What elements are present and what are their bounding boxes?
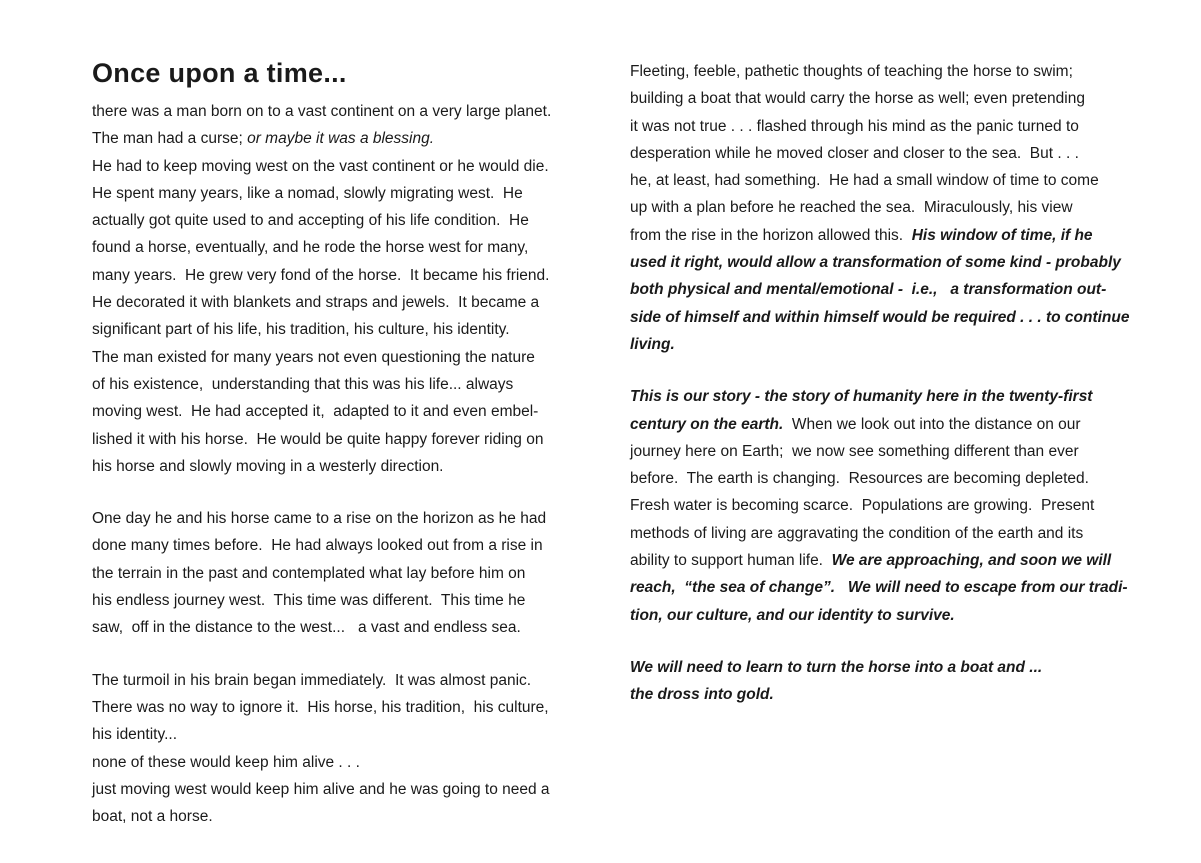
text-segment: tion, our culture, and our identity to survive. <box>630 606 955 624</box>
paragraph <box>630 383 1154 629</box>
text-line <box>630 85 1154 112</box>
text-line <box>92 398 598 425</box>
text-segment: journey here on Earth; we now see something different than ever <box>630 442 1079 460</box>
text-segment: His window of time, if he <box>911 226 1093 244</box>
text-segment: Fleeting, feeble, pathetic thoughts of teaching the horse to swim; <box>630 63 1073 80</box>
text-segment: both physical and mental/emotional - i.e., a transformation out- <box>630 281 1107 299</box>
text-segment: the dross into gold. <box>630 686 774 704</box>
text-segment: boat, not a horse. <box>92 808 213 826</box>
text-segment: The man had a curse; <box>92 130 248 148</box>
text-segment: The turmoil in his brain began immediately. It was almost panic. <box>92 671 532 689</box>
page-title: Once upon a time... <box>92 58 347 88</box>
text-line <box>92 532 598 559</box>
text-line <box>92 153 598 180</box>
text-line <box>92 344 598 371</box>
text-segment: living. <box>630 335 675 353</box>
text-line <box>630 222 1154 249</box>
text-line <box>92 371 598 398</box>
text-line <box>630 304 1154 331</box>
text-line <box>630 331 1154 358</box>
text-line <box>630 58 1154 85</box>
paragraph <box>630 58 1154 358</box>
text-line <box>92 262 598 289</box>
text-line <box>92 587 598 614</box>
text-segment: the terrain in the past and contemplated what lay before him on <box>92 564 526 582</box>
text-segment: used it right, would allow a transformation of some kind - probably <box>630 254 1121 272</box>
text-segment: century on the earth. <box>630 415 784 433</box>
text-segment: When we look out into the distance on our <box>783 415 1081 433</box>
text-line <box>630 249 1154 276</box>
text-segment: just moving west would keep him alive and he was going to need a <box>92 780 550 798</box>
paragraph <box>92 667 598 831</box>
text-line <box>630 492 1154 519</box>
text-line <box>92 560 598 587</box>
text-segment: from the rise in the horizon allowed this. <box>630 226 912 244</box>
left-column-text <box>92 98 598 830</box>
text-segment: desperation while he moved closer and closer to the sea. But . . . <box>630 144 1079 162</box>
text-line <box>92 453 598 480</box>
text-segment: building a boat that would carry the horse as well; even pretending <box>630 90 1085 108</box>
text-segment: This is our story - the story of humanity here in the twenty-first <box>630 388 1093 406</box>
text-line <box>630 194 1154 221</box>
text-line <box>92 180 598 207</box>
text-segment: saw, off in the distance to the west... a vast and endless sea. <box>92 619 521 637</box>
text-line <box>92 614 598 641</box>
text-segment: moving west. He had accepted it, adapted to it and even embel- <box>92 403 539 421</box>
text-segment: many years. He grew very fond of the horse. It became his friend. <box>92 266 550 284</box>
text-line <box>92 98 598 125</box>
text-line <box>92 234 598 261</box>
text-line <box>92 694 598 721</box>
paragraph <box>92 98 598 480</box>
text-line <box>630 438 1154 465</box>
text-segment: We are approaching, and soon we will <box>831 552 1112 570</box>
text-line <box>630 140 1154 167</box>
text-line <box>92 749 598 776</box>
text-line <box>630 547 1154 574</box>
text-line <box>630 654 1154 681</box>
text-line <box>92 776 598 803</box>
text-segment: done many times before. He had always looked out from a rise in <box>92 537 543 555</box>
right-column-text <box>630 58 1154 709</box>
text-line <box>630 602 1154 629</box>
paragraph <box>92 505 598 641</box>
text-line <box>630 411 1154 438</box>
left-column <box>92 58 598 863</box>
text-segment: ability to support human life. <box>630 552 832 570</box>
text-line <box>92 125 598 152</box>
text-segment: He decorated it with blankets and straps and jewels. It became a <box>92 294 540 312</box>
text-segment: up with a plan before he reached the sea. Miraculously, his view <box>630 199 1073 217</box>
text-line <box>630 681 1154 708</box>
text-segment: his endless journey west. This time was different. This time he <box>92 592 526 610</box>
text-segment: his identity... <box>92 726 178 744</box>
text-line <box>630 276 1154 303</box>
text-segment: side of himself and within himself would be required . . . to continue <box>630 308 1130 326</box>
text-segment: actually got quite used to and accepting of his life condition. He <box>92 212 529 230</box>
text-segment: none of these would keep him alive . . . <box>92 753 360 771</box>
text-line <box>630 383 1154 410</box>
text-segment: his horse and slowly moving in a westerly direction. <box>92 457 444 475</box>
text-line <box>92 316 598 343</box>
text-line <box>92 207 598 234</box>
text-segment: He spent many years, like a nomad, slowly migrating west. He <box>92 184 523 202</box>
text-segment: before. The earth is changing. Resources are becoming depleted. <box>630 470 1089 488</box>
right-column <box>630 58 1154 863</box>
text-line <box>92 667 598 694</box>
paragraph <box>630 654 1154 709</box>
text-line <box>92 426 598 453</box>
text-line <box>630 520 1154 547</box>
text-line <box>630 113 1154 140</box>
text-segment: found a horse, eventually, and he rode the horse west for many, <box>92 239 529 257</box>
text-segment: One day he and his horse came to a rise on the horizon as he had <box>92 510 547 528</box>
text-segment: he, at least, had something. He had a small window of time to come <box>630 172 1099 190</box>
text-segment: The man existed for many years not even questioning the nature <box>92 348 535 366</box>
text-line <box>92 803 598 830</box>
text-segment: reach, “the sea of change”. We will need to escape from our tradi- <box>630 579 1128 597</box>
text-segment: there was a man born on to a vast continent on a very large planet. <box>92 103 552 120</box>
text-segment: it was not true . . . flashed through his mind as the panic turned to <box>630 117 1079 135</box>
text-segment: of his existence, understanding that this was his life... always <box>92 375 514 393</box>
text-line <box>92 505 598 532</box>
text-line <box>92 289 598 316</box>
text-segment: lished it with his horse. He would be quite happy forever riding on <box>92 430 544 448</box>
text-segment: or maybe it was a blessing. <box>247 130 435 148</box>
text-segment: He had to keep moving west on the vast continent or he would die. <box>92 157 549 175</box>
text-segment: There was no way to ignore it. His horse, his tradition, his culture, <box>92 698 549 716</box>
text-line <box>630 465 1154 492</box>
text-line <box>92 721 598 748</box>
text-segment: significant part of his life, his tradition, his culture, his identity. <box>92 321 510 339</box>
text-line <box>630 574 1154 601</box>
text-segment: We will need to learn to turn the horse into a boat and ... <box>630 658 1043 676</box>
text-line <box>630 167 1154 194</box>
text-segment: Fresh water is becoming scarce. Populations are growing. Present <box>630 497 1095 515</box>
text-segment: methods of living are aggravating the condition of the earth and its <box>630 524 1084 542</box>
